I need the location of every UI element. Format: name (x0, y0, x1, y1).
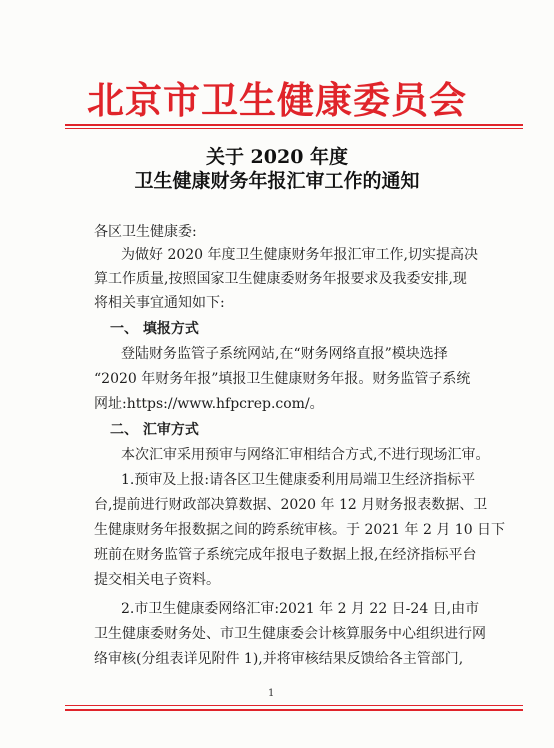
document-title-line2: 卫生健康财务年报汇审工作的通知 (134, 170, 420, 192)
organization-name: 北京市卫生健康委员会 (87, 78, 467, 122)
section2-line: 本次汇审采用预审与网络汇审相结合方式,不进行现场汇审。 (121, 447, 490, 463)
section2-line: 2.市卫生健康委网络汇审:2021 年 2 月 22 日-24 日,由市 (121, 601, 480, 617)
intro-line: 为做好 2020 年度卫生健康财务年报汇审工作,切实提高决 (121, 247, 478, 263)
section1-line: 网址:https://www.hfpcrep.com/。 (94, 396, 324, 412)
intro-line: 算工作质量,按照国家卫生健康委财务年报要求及我委安排,现 (94, 271, 467, 287)
intro-line: 将相关事宜通知如下: (94, 295, 225, 311)
salutation: 各区卫生健康委: (94, 224, 197, 240)
section2-line: 络审核(分组表详见附件 1),并将审核结果反馈给各主管部门, (94, 651, 464, 667)
section2-line: 班前在财务监管子系统完成年报电子数据上报,在经济指标平台 (94, 547, 477, 563)
section2-line: 生健康财务年报数据之间的跨系统审核。于 2021 年 2 月 10 日下 (94, 522, 506, 538)
section2-line: 卫生健康委财务处、市卫生健康委会计核算服务中心组织进行网 (94, 626, 486, 642)
page-number: 1 (268, 688, 275, 699)
footer-red-rule-thick (65, 709, 523, 711)
section1-line: “2020 年财务年报”填报卫生健康财务年报。财务监管子系统 (94, 371, 471, 387)
document-title-line1: 关于 2020 年度 (205, 146, 349, 168)
header-red-rule-thin (65, 128, 523, 129)
section1-heading: 一、 填报方式 (110, 321, 199, 337)
section2-heading: 二、 汇审方式 (110, 422, 199, 438)
header-red-rule-thick (65, 124, 523, 126)
section2-line: 台,提前进行财政部决算数据、2020 年 12 月财务报表数据、卫 (94, 497, 488, 513)
section2-line: 提交相关电子资料。 (94, 572, 220, 588)
section2-line: 1.预审及上报:请各区卫生健康委利用局端卫生经济指标平 (121, 472, 476, 488)
section1-line: 登陆财务监管子系统网站,在“财务网络直报”模块选择 (121, 346, 448, 362)
footer-red-rule-thin (65, 705, 523, 706)
